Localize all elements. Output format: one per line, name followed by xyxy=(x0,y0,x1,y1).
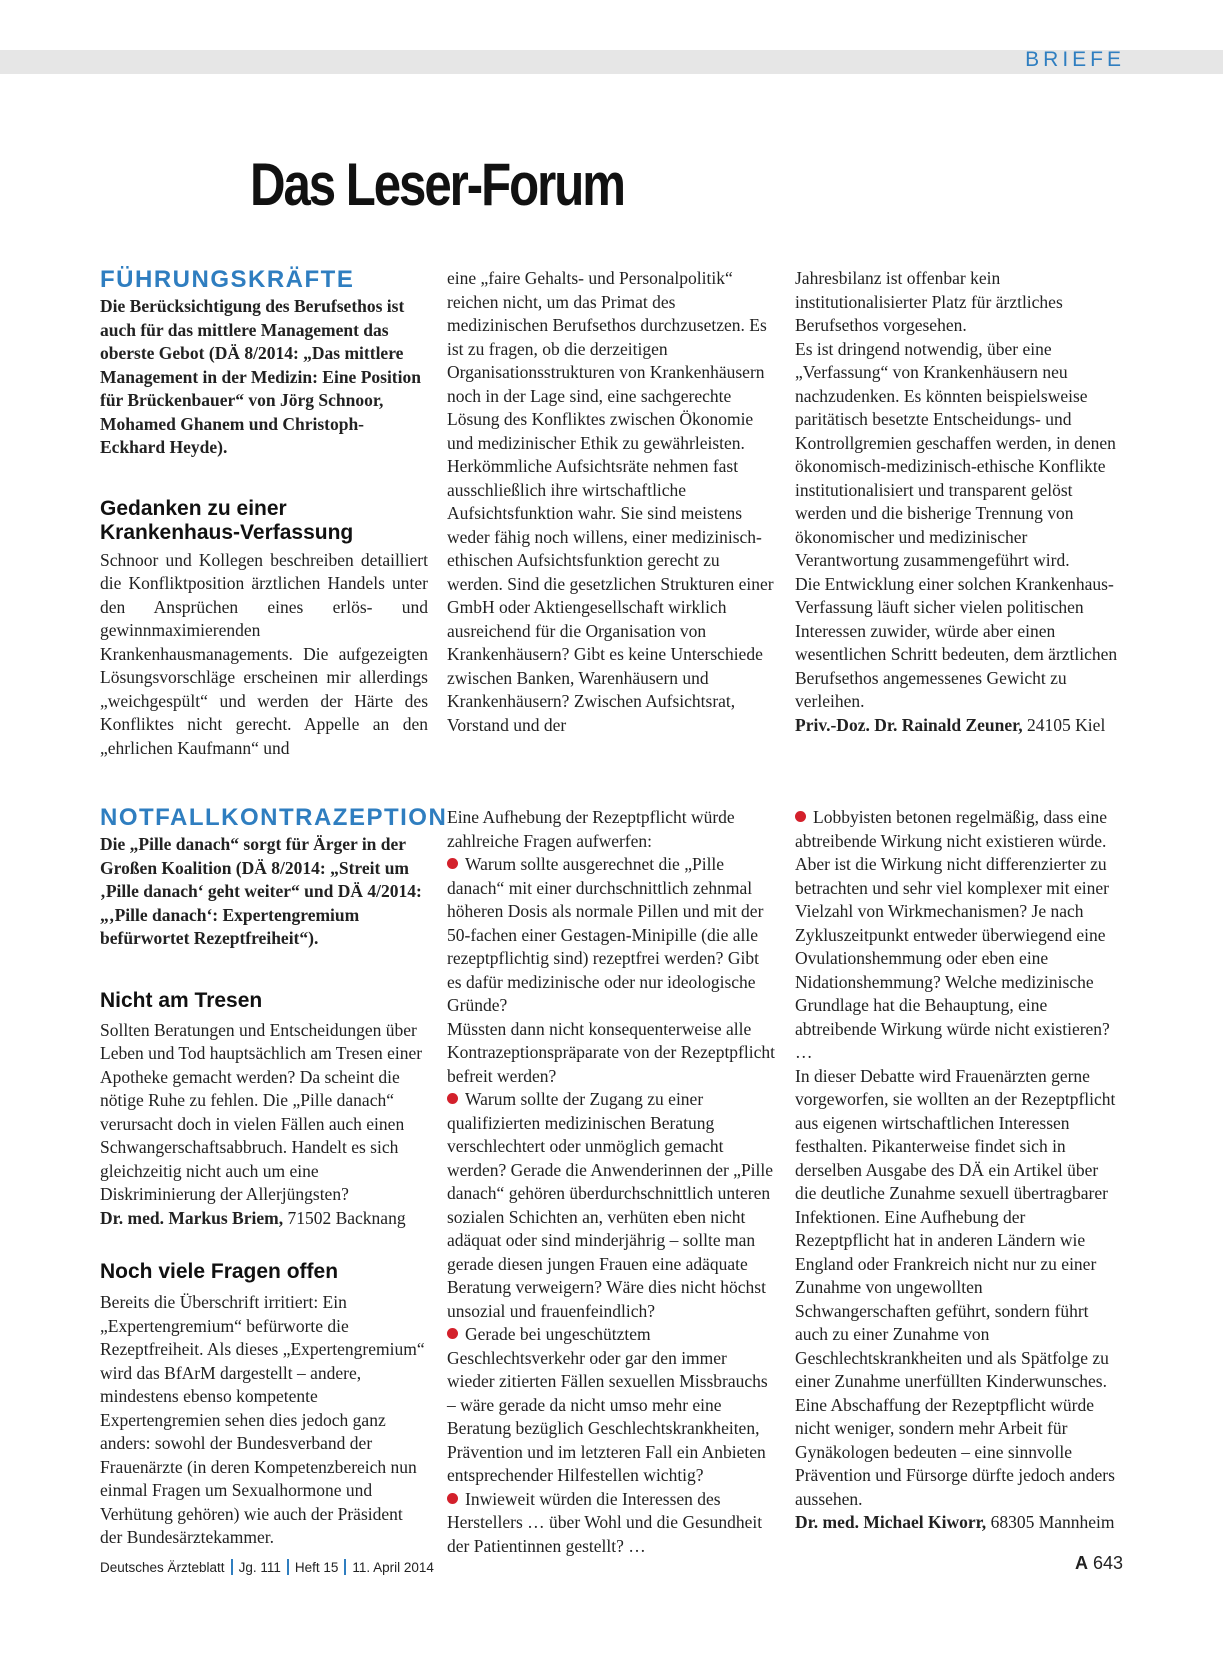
letter-paragraph: Eine Abschaffung der Rezeptpflicht würde nicht weniger, sondern mehr Arbeit für Gynäkologen bedeuten – eine sinnvolle Prävention und Fürsorge dürfte jedoch anders aussehen. xyxy=(795,1394,1115,1509)
bullet-icon xyxy=(447,1093,458,1104)
issue-date: 11. April 2014 xyxy=(352,1560,434,1575)
letter-paragraph: Müssten dann nicht konsequenterweise alle Kontrazeptionspräparate von der Rezeptpflicht befreit werden? xyxy=(447,1018,775,1086)
letter-signature xyxy=(100,1207,428,1231)
letter-text: Bereits die Überschrift irritiert: Ein „Expertengremium“ befürworte die Rezeptfreiheit. Als dieses „Expertengremium“ wird das BfArM dargestellt – andere, mindestens ebenso kompetente Expertengremien sehen dies jedoch ganz anders: sowohl der Bundesverband der Frauenärzte (in deren Kompetenzbereich nun einmal Fragen um Sexualhormone und Verhütung gehören) wie auch der Präsident der Bundesärztekammer. xyxy=(100,1292,425,1547)
volume: Jg. 111 xyxy=(238,1560,281,1575)
signature-name: Dr. med. Michael Kiworr, xyxy=(795,1512,987,1532)
letter-title: Noch viele Fragen offen xyxy=(100,1260,339,1283)
block2-column-1 xyxy=(100,803,448,1550)
letter-paragraph: Es ist dringend notwendig, über eine „Verfassung“ von Krankenhäusern neu nachzudenken. Es könnten beispielsweise paritätisch besetzte Entscheidungs- und Kontrollgremien geschaffen werden, in denen ökonomisch-medizinisch-ethische Konflikte institutionalisiert und transparent gelöst werden und die bisherige Trennung von ökonomischer und medizinischer Verantwortung zusammengeführt wird. xyxy=(795,338,1116,570)
letter-paragraph: Die Entwicklung einer solchen Krankenhaus-Verfassung läuft sicher vielen politischen Interessen zuwider, würde aber einen wesentlichen Schritt bedeuten, dem ärztlichen Berufsethos angemessenes Gewicht zu verleihen. xyxy=(795,573,1118,711)
section-kicker: FÜHRUNGSKRÄFTE xyxy=(100,266,355,293)
signature-name: Priv.-Doz. Dr. Rainald Zeuner, xyxy=(795,714,1023,735)
page-number-value: 643 xyxy=(1092,1553,1123,1573)
page-prefix: A xyxy=(1074,1553,1088,1573)
letter-title: Gedanken zu einer Krankenhaus-Verfassung xyxy=(100,496,354,544)
separator xyxy=(231,1559,233,1575)
letter-text: Schnoor und Kollegen beschreiben detailliert die Konfliktposition ärztlichen Handels unter den Ansprüchen eines erlös- und gewinnmaximierenden Krankenhausmanagements. Die aufgezeigten Lösungsvorschläge erscheinen mir allerdings „weichgespült“ und werden der Härte des Konfliktes nicht gerecht. Appelle an den „ehrlichen Kaufmann“ und xyxy=(100,549,428,758)
signature-place: 68305 Mannheim xyxy=(990,1512,1115,1532)
footer-citation xyxy=(100,1559,434,1575)
block1-column-3 xyxy=(795,267,1123,737)
bullet-paragraph: Inwieweit würden die Interessen des Herstellers … über Wohl und die Gesundheit der Patientinnen gestellt? … xyxy=(447,1488,763,1556)
page-number xyxy=(1075,1553,1123,1574)
section-kicker: NOTFALLKONTRAZEPTION xyxy=(100,804,448,831)
issue: Heft 15 xyxy=(294,1560,339,1575)
page-title: Das Leser-Forum xyxy=(250,151,624,218)
block2-column-3 xyxy=(795,806,1123,1535)
separator xyxy=(344,1559,346,1575)
block1-column-2 xyxy=(447,267,775,737)
bullet-paragraph: Warum sollte der Zugang zu einer qualifizierten medizinischen Beratung verschlechtert oder unmöglich gemacht werden? Gerade die Anwenderinnen der „Pille danach“ gehören überdurchschnittlich unteren sozialen Schichten an, verhüten eben nicht adäquat oder sind minderjährig – sollte man gerade diesen jungen Frauen eine adäquate Beratung verweigern? Wäre dies nicht höchst unsozial und frauenfeindlich? xyxy=(447,1089,774,1321)
letter-text: Sollten Beratungen und Entscheidungen über Leben und Tod hauptsächlich am Tresen einer Apotheke gemacht werden? Da scheint die nötige Ruhe zu fehlen. Die „Pille danach“ verursacht doch in vielen Fällen auch einen Schwangerschaftsabbruch. Handelt es sich gleichzeitig nicht auch um eine Diskriminierung der Allerjüngsten? xyxy=(100,1019,423,1204)
letter-paragraph: Jahresbilanz ist offenbar kein institutionalisierter Platz für ärztliches Berufsethos vorgesehen. xyxy=(795,268,1063,335)
bullet-icon xyxy=(795,811,806,822)
separator xyxy=(287,1559,289,1575)
section-label: BRIEFE xyxy=(1025,48,1125,71)
bullet-icon xyxy=(447,1328,458,1339)
letter-signature xyxy=(795,1511,1123,1535)
bullet-icon xyxy=(447,858,458,869)
bullet-paragraph: Gerade bei ungeschütztem Geschlechtsverkehr oder gar den immer wieder zitierten Fällen sexuellen Missbrauchs – wäre gerade da nicht umso mehr eine Beratung bezüglich Geschlechtskrankheiten, Prävention und im letzteren Fall ein Anbieten entsprechender Hilfestellen wichtig? xyxy=(447,1324,768,1485)
journal-name: Deutsches Ärzteblatt xyxy=(100,1560,225,1575)
intro-text: Die Berücksichtigung des Berufsethos ist auch für das mittlere Management das oberste Gebot (DÄ 8/2014: „Das mittlere Management in der Medizin: Eine Position für Brückenbauer“ von Jörg Schnoor, Mohamed Ghanem und Christoph-Eckhard Heyde). xyxy=(100,296,421,457)
bullet-paragraph: Warum sollte ausgerechnet die „Pille danach“ mit einer durchschnittlich zehnmal höheren Dosis als normale Pillen und mit der 50-fachen einer Gestagen-Minipille (die alle rezeptpflichtig sind) rezeptfrei werden? Gibt es dafür medizinische oder nur ideologische Gründe? xyxy=(447,854,764,1015)
intro-text: Die „Pille danach“ sorgt für Ärger in der Großen Koalition (DÄ 8/2014: „Streit um ‚Pille danach‘ geht weiter“ und DÄ 4/2014: „‚Pille danach‘: Expertengremium befürwortet Rezeptfreiheit“). xyxy=(100,834,422,948)
letter-text: eine „faire Gehalts- und Personalpolitik“ reichen nicht, um das Primat des medizinischen Berufsethos durchzusetzen. Es ist zu fragen, ob die derzeitigen Organisationsstrukturen von Krankenhäusern noch in der Lage sind, eine sachgerechte Lösung des Konfliktes zwischen Ökonomie und medizinischer Ethik zu gewährleisten. Herkömmliche Aufsichtsräte nehmen fast ausschließlich ihre wirtschaftliche Aufsichtsfunktion wahr. Sie sind meistens weder fähig noch willens, einer medizinisch-ethischen Aufsichtsfunktion gerecht zu werden. Sind die gesetzlichen Strukturen einer GmbH oder Aktiengesellschaft wirklich ausreichend für die Organisation von Krankenhäusern? Gibt es keine Unterschiede zwischen Banken, Warenhäusern und Krankenhäusern? Zwischen Aufsichtsrat, Vorstand und der xyxy=(447,268,774,735)
letter-paragraph: Eine Aufhebung der Rezeptpflicht würde zahlreiche Fragen aufwerfen: xyxy=(447,807,735,851)
letter-paragraph: In dieser Debatte wird Frauenärzten gerne vorgeworfen, sie wollten an der Rezeptpflicht aus eigenen wirtschaftlichen Interessen festhalten. Pikanterweise findet sich in derselben Ausgabe des DÄ ein Artikel über die deutliche Zunahme sexuell übertragbarer Infektionen. Eine Aufhebung der Rezeptpflicht hat in anderen Ländern wie England oder Frankreich nicht nur zu einer Zunahme von ungewollten Schwangerschaften geführt, sondern führt auch zu einer Zunahme von Geschlechtskrankheiten und als Spätfolge zu einer Zunahme unerfüllten Kinderwunsches. xyxy=(795,1065,1116,1391)
block2-column-2 xyxy=(447,806,775,1558)
signature-place: 71502 Backnang xyxy=(287,1207,406,1228)
bullet-icon xyxy=(447,1493,458,1504)
signature-name: Dr. med. Markus Briem, xyxy=(100,1207,284,1228)
bullet-paragraph: Lobbyisten betonen regelmäßig, dass eine abtreibende Wirkung nicht existieren würde. Aber ist die Wirkung nicht differenzierter zu betrachten und sehr viel komplexer mit einer Vielzahl von Wirkmechanismen? Je nach Zykluszeitpunkt entweder überwiegend eine Ovulationshemmung oder eben eine Nidationshemmung? Welche medizinische Grundlage hat die Behauptung, eine abtreibende Wirkung würde nicht existieren? … xyxy=(795,807,1110,1062)
letter-signature xyxy=(795,714,1123,738)
signature-place: 24105 Kiel xyxy=(1027,714,1106,735)
block1-column-1 xyxy=(100,265,428,760)
letter-title: Nicht am Tresen xyxy=(100,988,263,1012)
